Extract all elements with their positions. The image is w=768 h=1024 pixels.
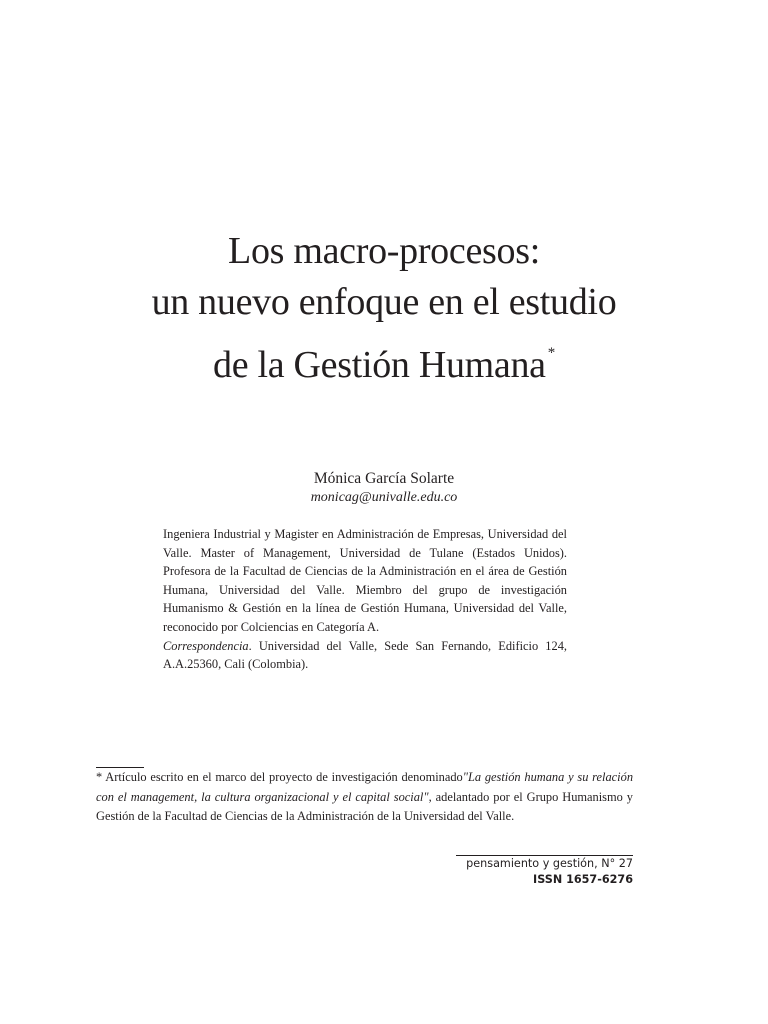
title-line-3-text: de la Gestión Humana [213, 344, 546, 386]
journal-name: pensamiento y gestión, N° 27 [466, 857, 633, 870]
correspondence-text: . Universidad del Valle, Sede San Fernando, Edificio 124, A.A.25360, Cali (Colombia). [163, 638, 567, 672]
bio-text: Ingeniera Industrial y Magister en Administración de Empresas, Universidad del Valle. Master of Management, Universidad de Tulane (Estados Unidos). Profesora de la Facultad de Ciencias de la Administración en el área de Gestión Humana, Universidad del Valle. Miembro del grupo de investigación Humanismo & Gestión en la línea de Gestión Humana, Universidad del Valle, reconocido por Colciencias en Categoría A. [163, 527, 567, 634]
title-footnote-marker: * [547, 345, 555, 361]
author-email: monicag@univalle.edu.co [310, 490, 458, 505]
footnote [96, 768, 633, 827]
correspondence [163, 637, 567, 674]
footnote-text-after: , adelantado por el Grupo Humanismo y Gestión de la Facultad de Ciencias de la Administración de la Universidad del Valle. [96, 789, 633, 823]
footnote-project-title: "La gestión humana y su relación con el management, la cultura organizacional y el capital social" [96, 770, 634, 804]
author-name: Mónica García Solarte [313, 470, 455, 487]
journal-issn: ISSN 1657-6276 [533, 873, 633, 886]
author-bio [163, 525, 567, 674]
footnote-text-before: * Artículo escrito en el marco del proyecto de investigación denominado [96, 770, 463, 784]
article-title [0, 226, 768, 391]
title-line-1: Los macro-procesos: [228, 230, 540, 272]
title-line-3 [0, 328, 768, 391]
title-line-2: un nuevo enfoque en el estudio [151, 281, 617, 323]
correspondence-label: Correspondencia [163, 638, 249, 653]
journal-info [466, 856, 633, 888]
